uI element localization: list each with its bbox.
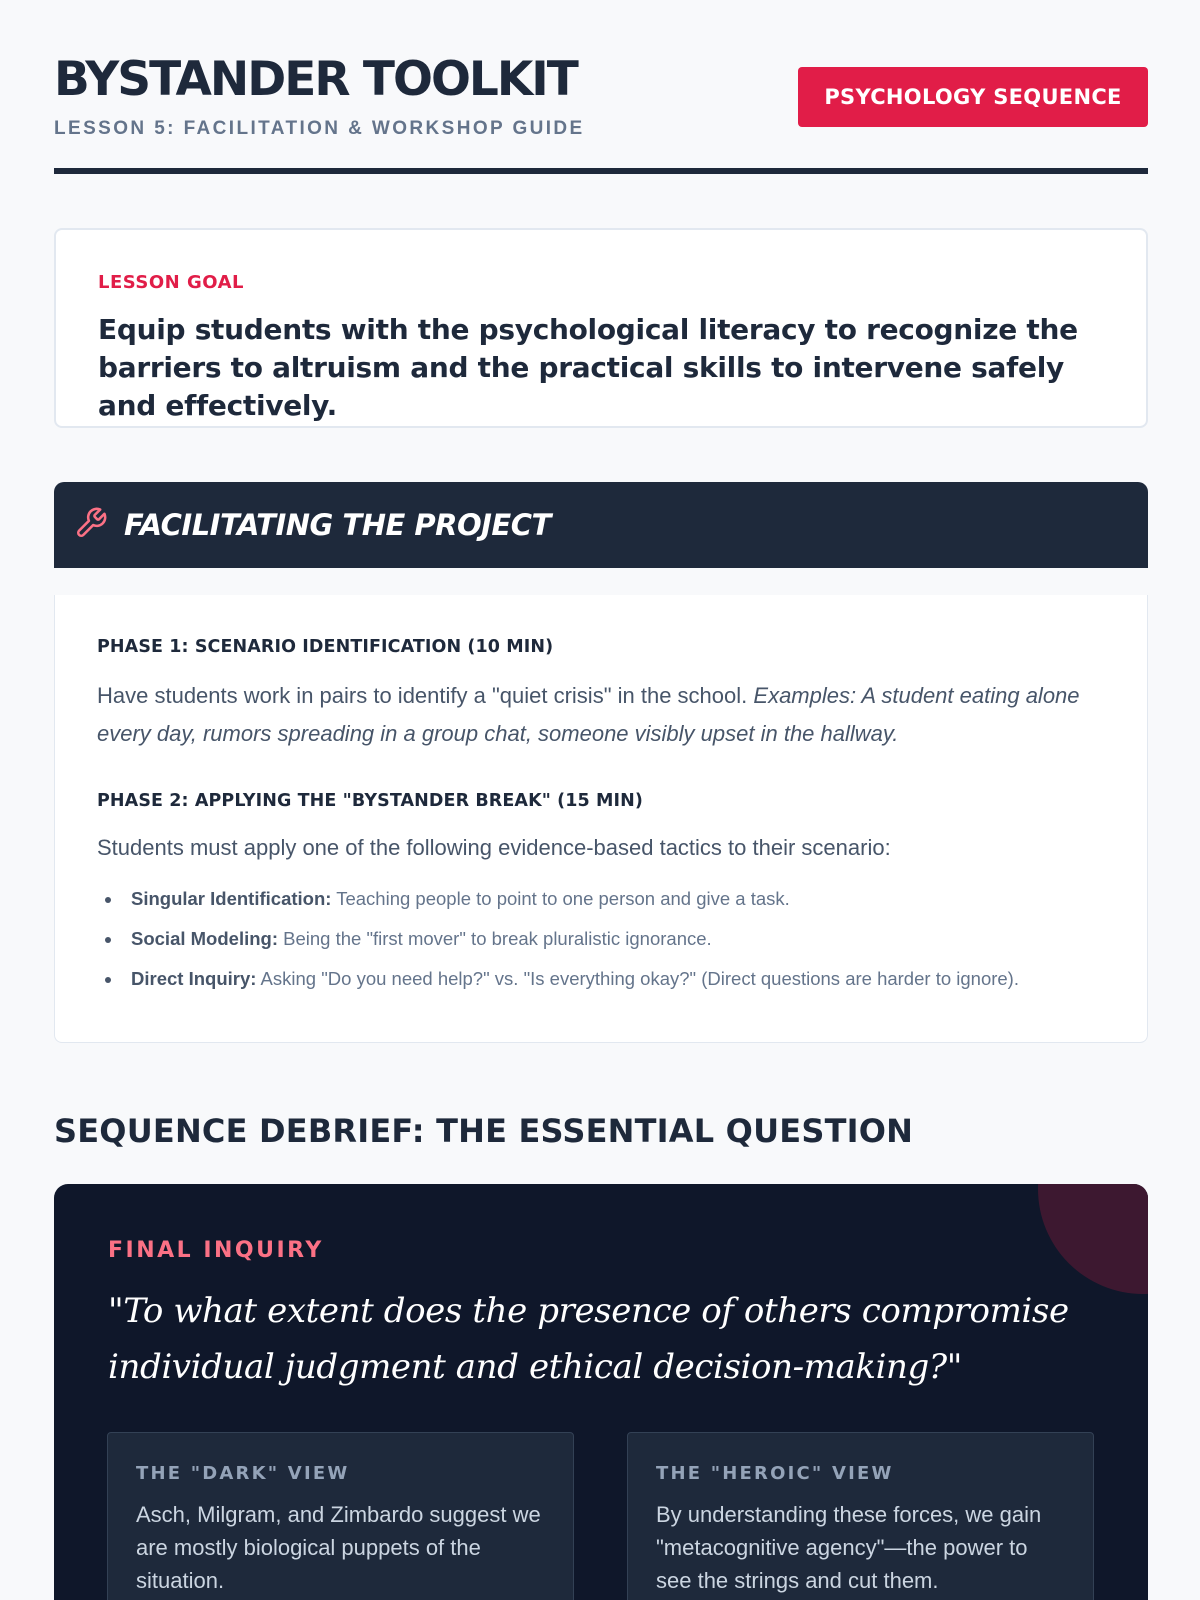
page-subtitle: LESSON 5: FACILITATION & WORKSHOP GUIDE: [54, 118, 585, 139]
heroic-view-box: [627, 1432, 1094, 1600]
project-card: [54, 595, 1148, 1043]
tactic-text: Teaching people to point to one person and give a task.: [336, 888, 790, 909]
list-item: [97, 959, 1105, 999]
dark-view-title: THE "DARK" VIEW: [136, 1463, 350, 1484]
project-section-title: FACILITATING THE PROJECT: [124, 508, 551, 542]
debrief-heading: SEQUENCE DEBRIEF: THE ESSENTIAL QUESTION: [54, 1112, 914, 1150]
final-inquiry-card: [54, 1184, 1148, 1600]
project-section-header: [54, 482, 1148, 568]
heroic-view-title: THE "HEROIC" VIEW: [656, 1463, 894, 1484]
lesson-goal-text: Equip students with the psychological literacy to recognize the barriers to altruism and the practical skills to intervene safely and effectively.: [98, 313, 1078, 422]
tactic-text: Asking "Do you need help?" vs. "Is everything okay?" (Direct questions are harder to ignore).: [260, 968, 1019, 989]
phase2-title: PHASE 2: APPLYING THE "BYSTANDER BREAK" (15 MIN): [97, 791, 643, 811]
phase2-body: Students must apply one of the following evidence-based tactics to their scenario:: [97, 835, 891, 860]
tactic-name: Singular Identification:: [131, 888, 332, 909]
phase1-body: [97, 677, 1105, 753]
essential-question-quote: "To what extent does the presence of others compromise individual judgment and ethical decision-making?": [108, 1291, 1069, 1387]
lesson-goal-label: LESSON GOAL: [98, 272, 245, 293]
phase1-examples: Examples: A student eating alone every day, rumors spreading in a group chat, someone visibly upset in the hallway.: [97, 683, 1080, 746]
page-header: [54, 52, 1148, 174]
wrench-icon: [74, 506, 108, 545]
page-title: BYSTANDER TOOLKIT: [54, 52, 577, 107]
lesson-goal-card: [54, 228, 1148, 428]
dark-view-box: [107, 1432, 574, 1600]
sequence-badge: PSYCHOLOGY SEQUENCE: [798, 67, 1148, 127]
phase1-text: Have students work in pairs to identify a "quiet crisis" in the school.: [97, 683, 748, 708]
heroic-view-text: By understanding these forces, we gain "metacognitive agency"—the power to see the strings and cut them.: [656, 1502, 1042, 1593]
phase1-title: PHASE 1: SCENARIO IDENTIFICATION (10 MIN): [97, 637, 554, 657]
dark-view-text: Asch, Milgram, and Zimbardo suggest we are mostly biological puppets of the situation.: [136, 1502, 541, 1593]
list-item: [97, 879, 1105, 919]
views-row: [107, 1432, 1095, 1600]
tactic-name: Direct Inquiry:: [131, 968, 257, 989]
tactic-name: Social Modeling:: [131, 928, 278, 949]
tactics-list: [97, 879, 1105, 999]
tactic-text: Being the "first mover" to break pluralistic ignorance.: [283, 928, 712, 949]
final-inquiry-label: FINAL INQUIRY: [108, 1238, 324, 1263]
list-item: [97, 919, 1105, 959]
